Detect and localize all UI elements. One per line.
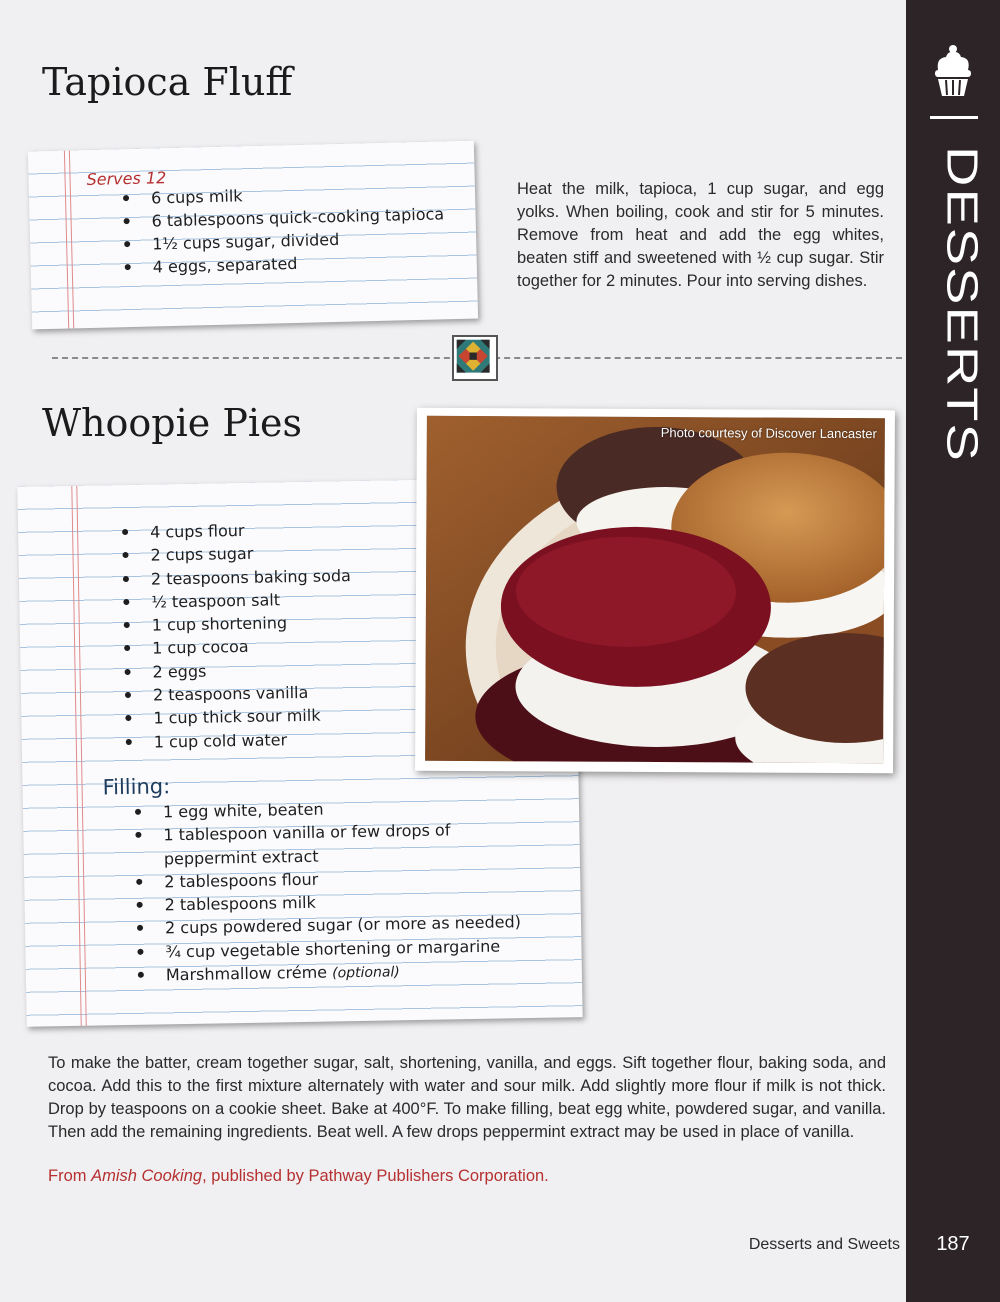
list-item: 4 eggs, separated	[152, 248, 445, 278]
optional-note: (optional)	[332, 964, 400, 982]
list-item: Marshmallow créme (optional)	[166, 957, 522, 987]
footer-section-title: Desserts and Sweets	[748, 1236, 900, 1253]
method-text-tapioca: Heat the milk, tapioca, 1 cup sugar, and egg yolks. When boiling, cook and stir for 5 minutes. Remove from heat and add the egg whites, beaten stiff and sweetened with ½ cup sugar. Stir together for 2 minutes. Pour into serving dishes.	[517, 180, 884, 290]
recipe-title-tapioca: Tapioca Fluff	[42, 60, 293, 104]
recipe-source: From Amish Cooking, published by Pathway Publishers Corporation.	[48, 1167, 549, 1185]
list-item: 2 teaspoons vanilla	[153, 680, 353, 707]
sidebar-divider	[930, 116, 978, 119]
list-item-continuation: peppermint extract	[163, 846, 319, 868]
list-item: 1½ cups sugar, divided	[152, 225, 445, 255]
serves-label: Serves 12	[86, 168, 167, 190]
list-item: 1 cup thick sour milk	[153, 703, 353, 730]
list-item: 2 eggs	[152, 657, 352, 684]
whoopie-pies-photo	[425, 416, 885, 763]
ingredient-list	[151, 179, 446, 278]
whoopie-photo-frame	[415, 408, 895, 773]
recipe-title-whoopie: Whoopie Pies	[42, 401, 303, 445]
cupcake-icon	[932, 42, 974, 98]
list-item: 1 cup shortening	[152, 610, 352, 637]
ingredient-card-tapioca	[28, 141, 478, 330]
list-item: 2 cups powdered sugar (or more as needed)	[165, 911, 521, 941]
section-sidebar	[906, 0, 1000, 1302]
photo-credit: Photo courtesy of Discover Lancaster	[660, 425, 877, 442]
method-text-whoopie: To make the batter, cream together sugar, salt, shortening, vanilla, and eggs. Sift together flour, baking soda, and cocoa. Add this to the first mixture alternately with water and sour milk. Add slightly more flour if milk is not thick. Drop by teaspoons on a cookie sheet. Bake at 400°F. To make filling, beat egg white, powdered sugar, and vanilla. Then add the remaining ingredients. Beat well. A few drops peppermint extract may be used in place of vanilla.	[48, 1054, 886, 1141]
quilt-block-icon	[452, 335, 498, 381]
list-item: 2 teaspoons baking soda	[151, 564, 351, 591]
page-number: 187	[936, 1233, 970, 1255]
list-item: 6 cups milk	[151, 179, 444, 209]
card-margin-line	[71, 486, 86, 1026]
source-book-title: Amish Cooking	[91, 1167, 203, 1185]
list-item: 1 tablespoon vanilla or few drops of	[163, 817, 519, 847]
filling-list	[163, 794, 522, 987]
list-item: 6 tablespoons quick-cooking tapioca	[151, 202, 444, 232]
list-item: 2 tablespoons milk	[164, 887, 520, 917]
list-item: 2 tablespoons flour	[164, 864, 520, 894]
card-margin-line	[64, 150, 74, 328]
whoopie-pies-illustration	[425, 416, 885, 763]
list-item: 1 egg white, beaten	[163, 794, 519, 824]
list-item: 1 cup cold water	[154, 727, 354, 754]
list-item: 4 cups flour	[150, 517, 350, 544]
list-item: ¾ cup vegetable shortening or margarine	[165, 934, 521, 964]
list-item: ½ teaspoon salt	[151, 587, 351, 614]
list-item: 2 cups sugar	[150, 540, 350, 567]
section-label: DESSERTS	[938, 146, 988, 463]
list-item: 1 cup cocoa	[152, 634, 352, 661]
filling-heading: Filling:	[102, 774, 171, 800]
ingredient-list	[150, 517, 354, 753]
